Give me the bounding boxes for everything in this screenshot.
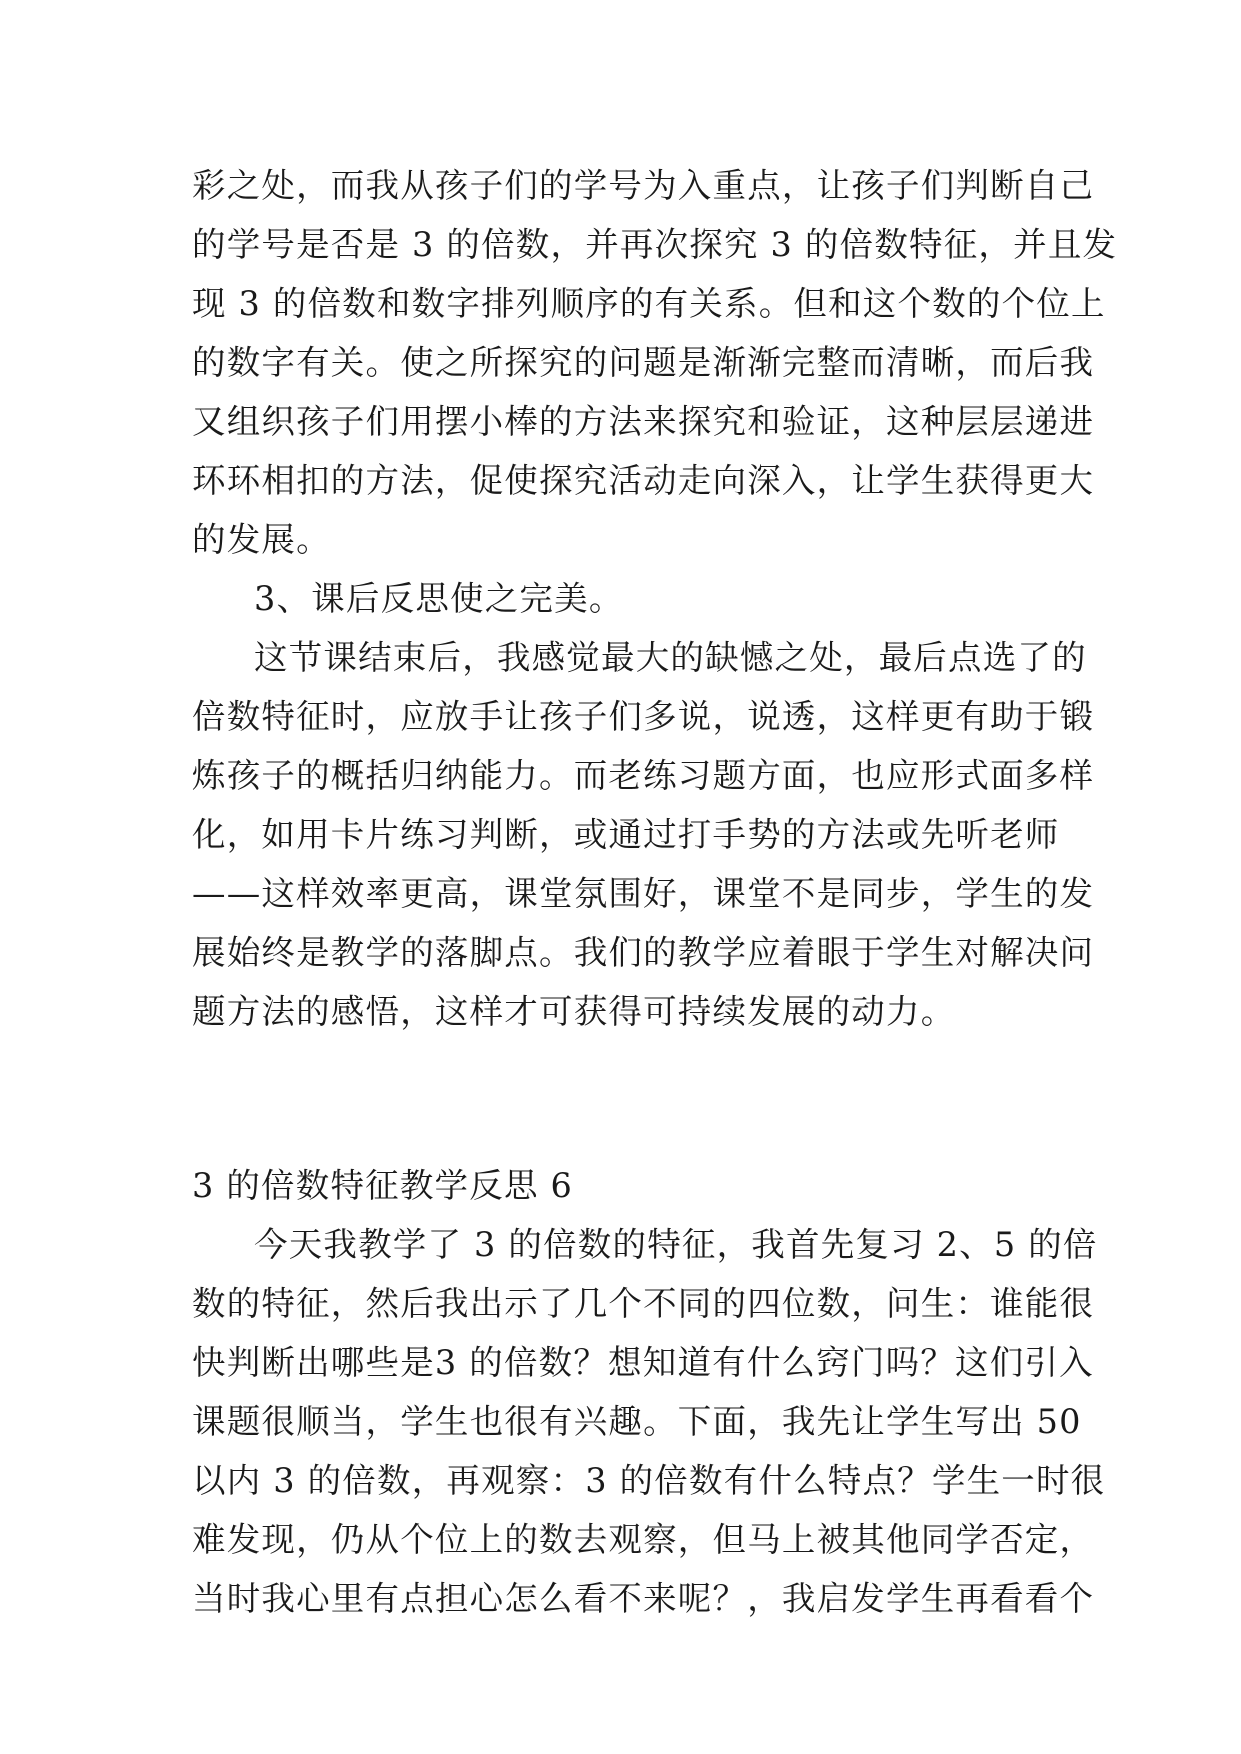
paragraph-line: 倍数特征时，应放手让孩子们多说，说透，这样更有助于锻 [192,697,1095,736]
paragraph-line: 今天我教学了 3 的倍数的特征，我首先复习 2、5 的倍 [254,1225,1098,1264]
paragraph-line: 化，如用卡片练习判断，或通过打手势的方法或先听老师 [192,815,1060,854]
paragraph-line: 彩之处，而我从孩子们的学号为入重点，让孩子们判断自己 [192,166,1095,205]
paragraph-line: 快判断出哪些是3 的倍数？想知道有什么窍门吗？这们引入 [192,1343,1094,1382]
paragraph-line: 数的特征，然后我出示了几个不同的四位数，问生：谁能很 [192,1284,1095,1323]
section-heading: 3、课后反思使之完美。 [254,579,624,618]
paragraph-line: 的数字有关。使之所探究的问题是渐渐完整而清晰，而后我 [192,343,1095,382]
paragraph-line: 现 3 的倍数和数字排列顺序的有关系。但和这个数的个位上 [192,284,1106,323]
paragraph-line: 环环相扣的方法，促使探究活动走向深入，让学生获得更大 [192,461,1095,500]
document-title: 3 的倍数特征教学反思 6 [192,1166,574,1205]
paragraph-line: 难发现，仍从个位上的数去观察，但马上被其他同学否定， [192,1520,1095,1559]
paragraph-line: 的学号是否是 3 的倍数，并再次探究 3 的倍数特征，并且发 [192,225,1118,264]
paragraph-line: 当时我心里有点担心怎么看不来呢？，我启发学生再看看个 [192,1579,1095,1618]
paragraph-line: 的发展。 [192,520,331,559]
paragraph-line: 以内 3 的倍数，再观察：3 的倍数有什么特点？学生一时很 [192,1461,1106,1500]
paragraph-line: 这节课结束后，我感觉最大的缺憾之处，最后点选了的 [254,638,1087,677]
paragraph-line: 课题很顺当，学生也很有兴趣。下面，我先让学生写出 50 [192,1402,1082,1441]
paragraph-line: 题方法的感悟，这样才可获得可持续发展的动力。 [192,992,956,1031]
paragraph-line: 展始终是教学的落脚点。我们的教学应着眼于学生对解决问 [192,933,1095,972]
paragraph-line: 又组织孩子们用摆小棒的方法来探究和验证，这种层层递进 [192,402,1095,441]
paragraph-line: ——这样效率更高，课堂氛围好，课堂不是同步，学生的发 [192,874,1095,913]
paragraph-line: 炼孩子的概括归纳能力。而老练习题方面，也应形式面多样 [192,756,1095,795]
